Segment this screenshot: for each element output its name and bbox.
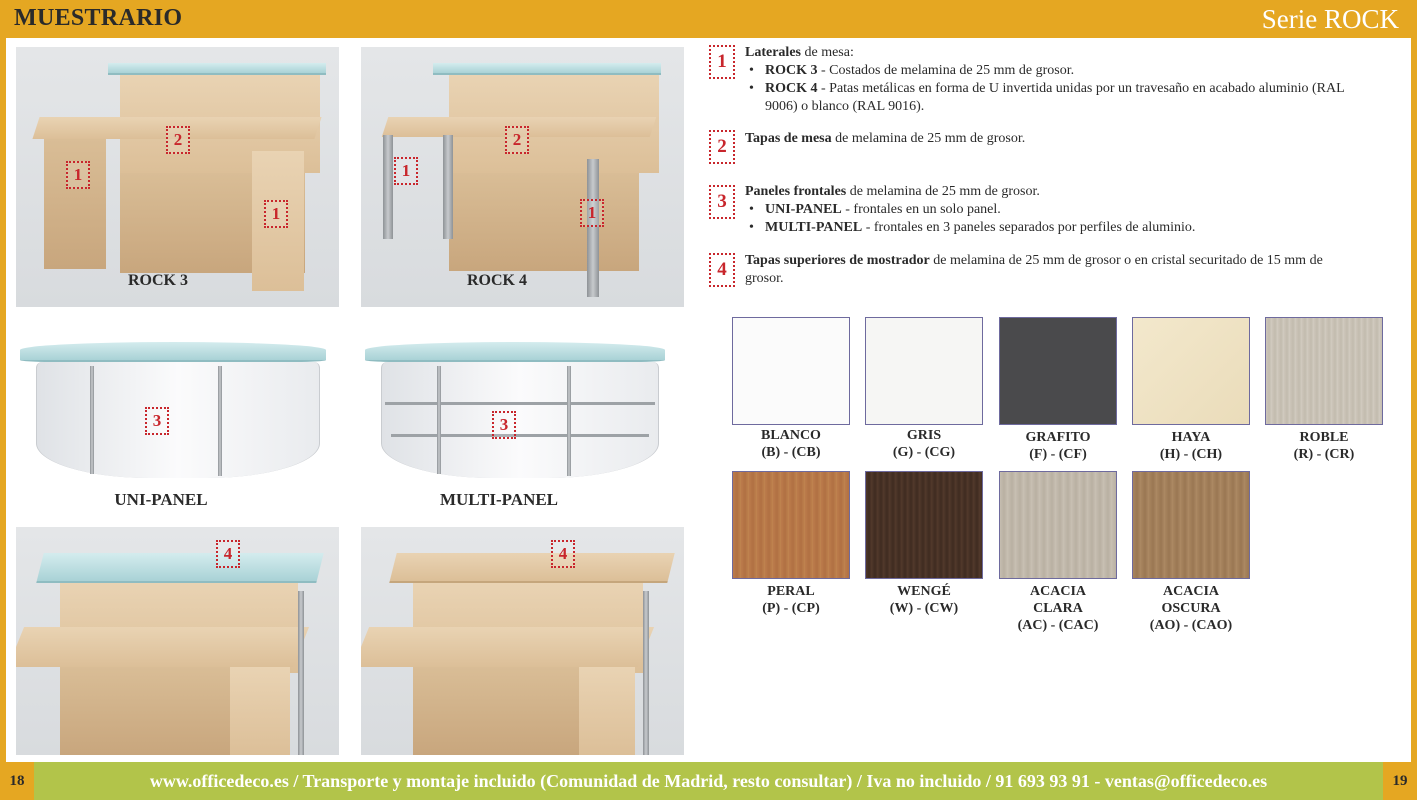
marker-3: 3 [492,411,516,439]
swatch-grafito [999,317,1117,425]
footer-contact-text: www.officedeco.es / Transporte y montaje incluido (Comunidad de Madrid, resto consultar) / Iva no incluido / 91 693 93 91 - ventas@officedeco.es [149,771,1268,791]
swatch-blanco [732,317,850,425]
spec-text: de melamina de 25 mm de grosor. [846,184,1040,199]
swatch-label-grafito: GRAFITO (F) - (CF) [1025,430,1091,462]
marker-1: 1 [394,157,418,185]
frame-left [0,38,6,762]
swatch-label-acacia-clara: ACACIA CLARA (AC) - (CAC) [1017,584,1099,633]
swatch-acacia-oscura [1132,471,1250,579]
series-title: Serie ROCK [1261,4,1399,34]
swatch-roble [1265,317,1383,425]
swatch-wenge [865,471,983,579]
swatch-label-roble: ROBLE (R) - (CR) [1293,430,1355,462]
marker-1: 1 [66,161,90,189]
marker-1: 1 [264,200,288,228]
photo-glass-top [16,527,339,755]
page-title: MUESTRARIO [14,5,183,31]
swatch-label-wenge: WENGÉ (W) - (CW) [889,584,959,616]
page-header [0,0,1417,38]
marker-2: 2 [166,126,190,154]
photo-wood-top [361,527,684,755]
spec-number-4: 4 [709,253,735,287]
marker-4: 4 [551,540,575,568]
page-number-left: 18 [0,762,34,800]
page-number-right: 19 [1383,762,1417,800]
photo-unipanel [16,320,339,480]
spec-bullet: • UNI-PANEL - frontales en un solo panel. [745,201,1365,219]
photo-label-rock4: ROCK 4 [467,272,527,289]
spec-title: Laterales [745,45,801,60]
photo-label-unipanel: UNI-PANEL [114,490,208,509]
spec-paneles [745,183,1365,237]
marker-3: 3 [145,407,169,435]
marker-4: 4 [216,540,240,568]
spec-number-3: 3 [709,185,735,219]
spec-bullet: • ROCK 4 - Patas metálicas en forma de U invertida unidas por un travesaño en acabado aluminio (RAL 9006) o blanco (RAL 9016). [745,80,1345,116]
spec-title: Tapas superiores de mostrador [745,253,930,268]
swatch-label-haya: HAYA (H) - (CH) [1159,430,1223,462]
spec-tapas-superiores [745,252,1355,288]
photo-multipanel [361,320,684,480]
spec-laterales [745,44,1365,116]
swatch-haya [1132,317,1250,425]
swatch-label-peral: PERAL (P) - (CP) [762,584,820,616]
swatch-label-blanco: BLANCO (B) - (CB) [761,428,821,460]
spec-tapas [745,130,1365,148]
swatch-label-acacia-oscura: ACACIA OSCURA (AO) - (CAO) [1149,584,1233,633]
photo-rock3 [16,47,339,307]
spec-bullet: • ROCK 3 - Costados de melamina de 25 mm de grosor. [745,62,1365,80]
spec-title: Tapas de mesa [745,131,832,146]
spec-text: de melamina de 25 mm de grosor o en cristal securitado de 15 mm de grosor. [745,253,1323,286]
spec-bullet: • MULTI-PANEL - frontales en 3 paneles separados por perfiles de aluminio. [745,219,1365,237]
spec-text: de mesa: [800,45,854,60]
swatch-gris [865,317,983,425]
photo-label-rock3: ROCK 3 [128,272,188,289]
photo-label-multipanel: MULTI-PANEL [439,490,559,509]
swatch-acacia-clara [999,471,1117,579]
swatch-label-gris: GRIS (G) - (CG) [892,428,956,460]
marker-2: 2 [505,126,529,154]
spec-text: de melamina de 25 mm de grosor. [831,131,1026,146]
spec-title: Paneles frontales [745,184,847,199]
marker-1: 1 [580,199,604,227]
photo-rock4 [361,47,684,307]
spec-number-2: 2 [709,130,735,164]
spec-number-1: 1 [709,45,735,79]
frame-right [1411,38,1417,762]
swatch-peral [732,471,850,579]
